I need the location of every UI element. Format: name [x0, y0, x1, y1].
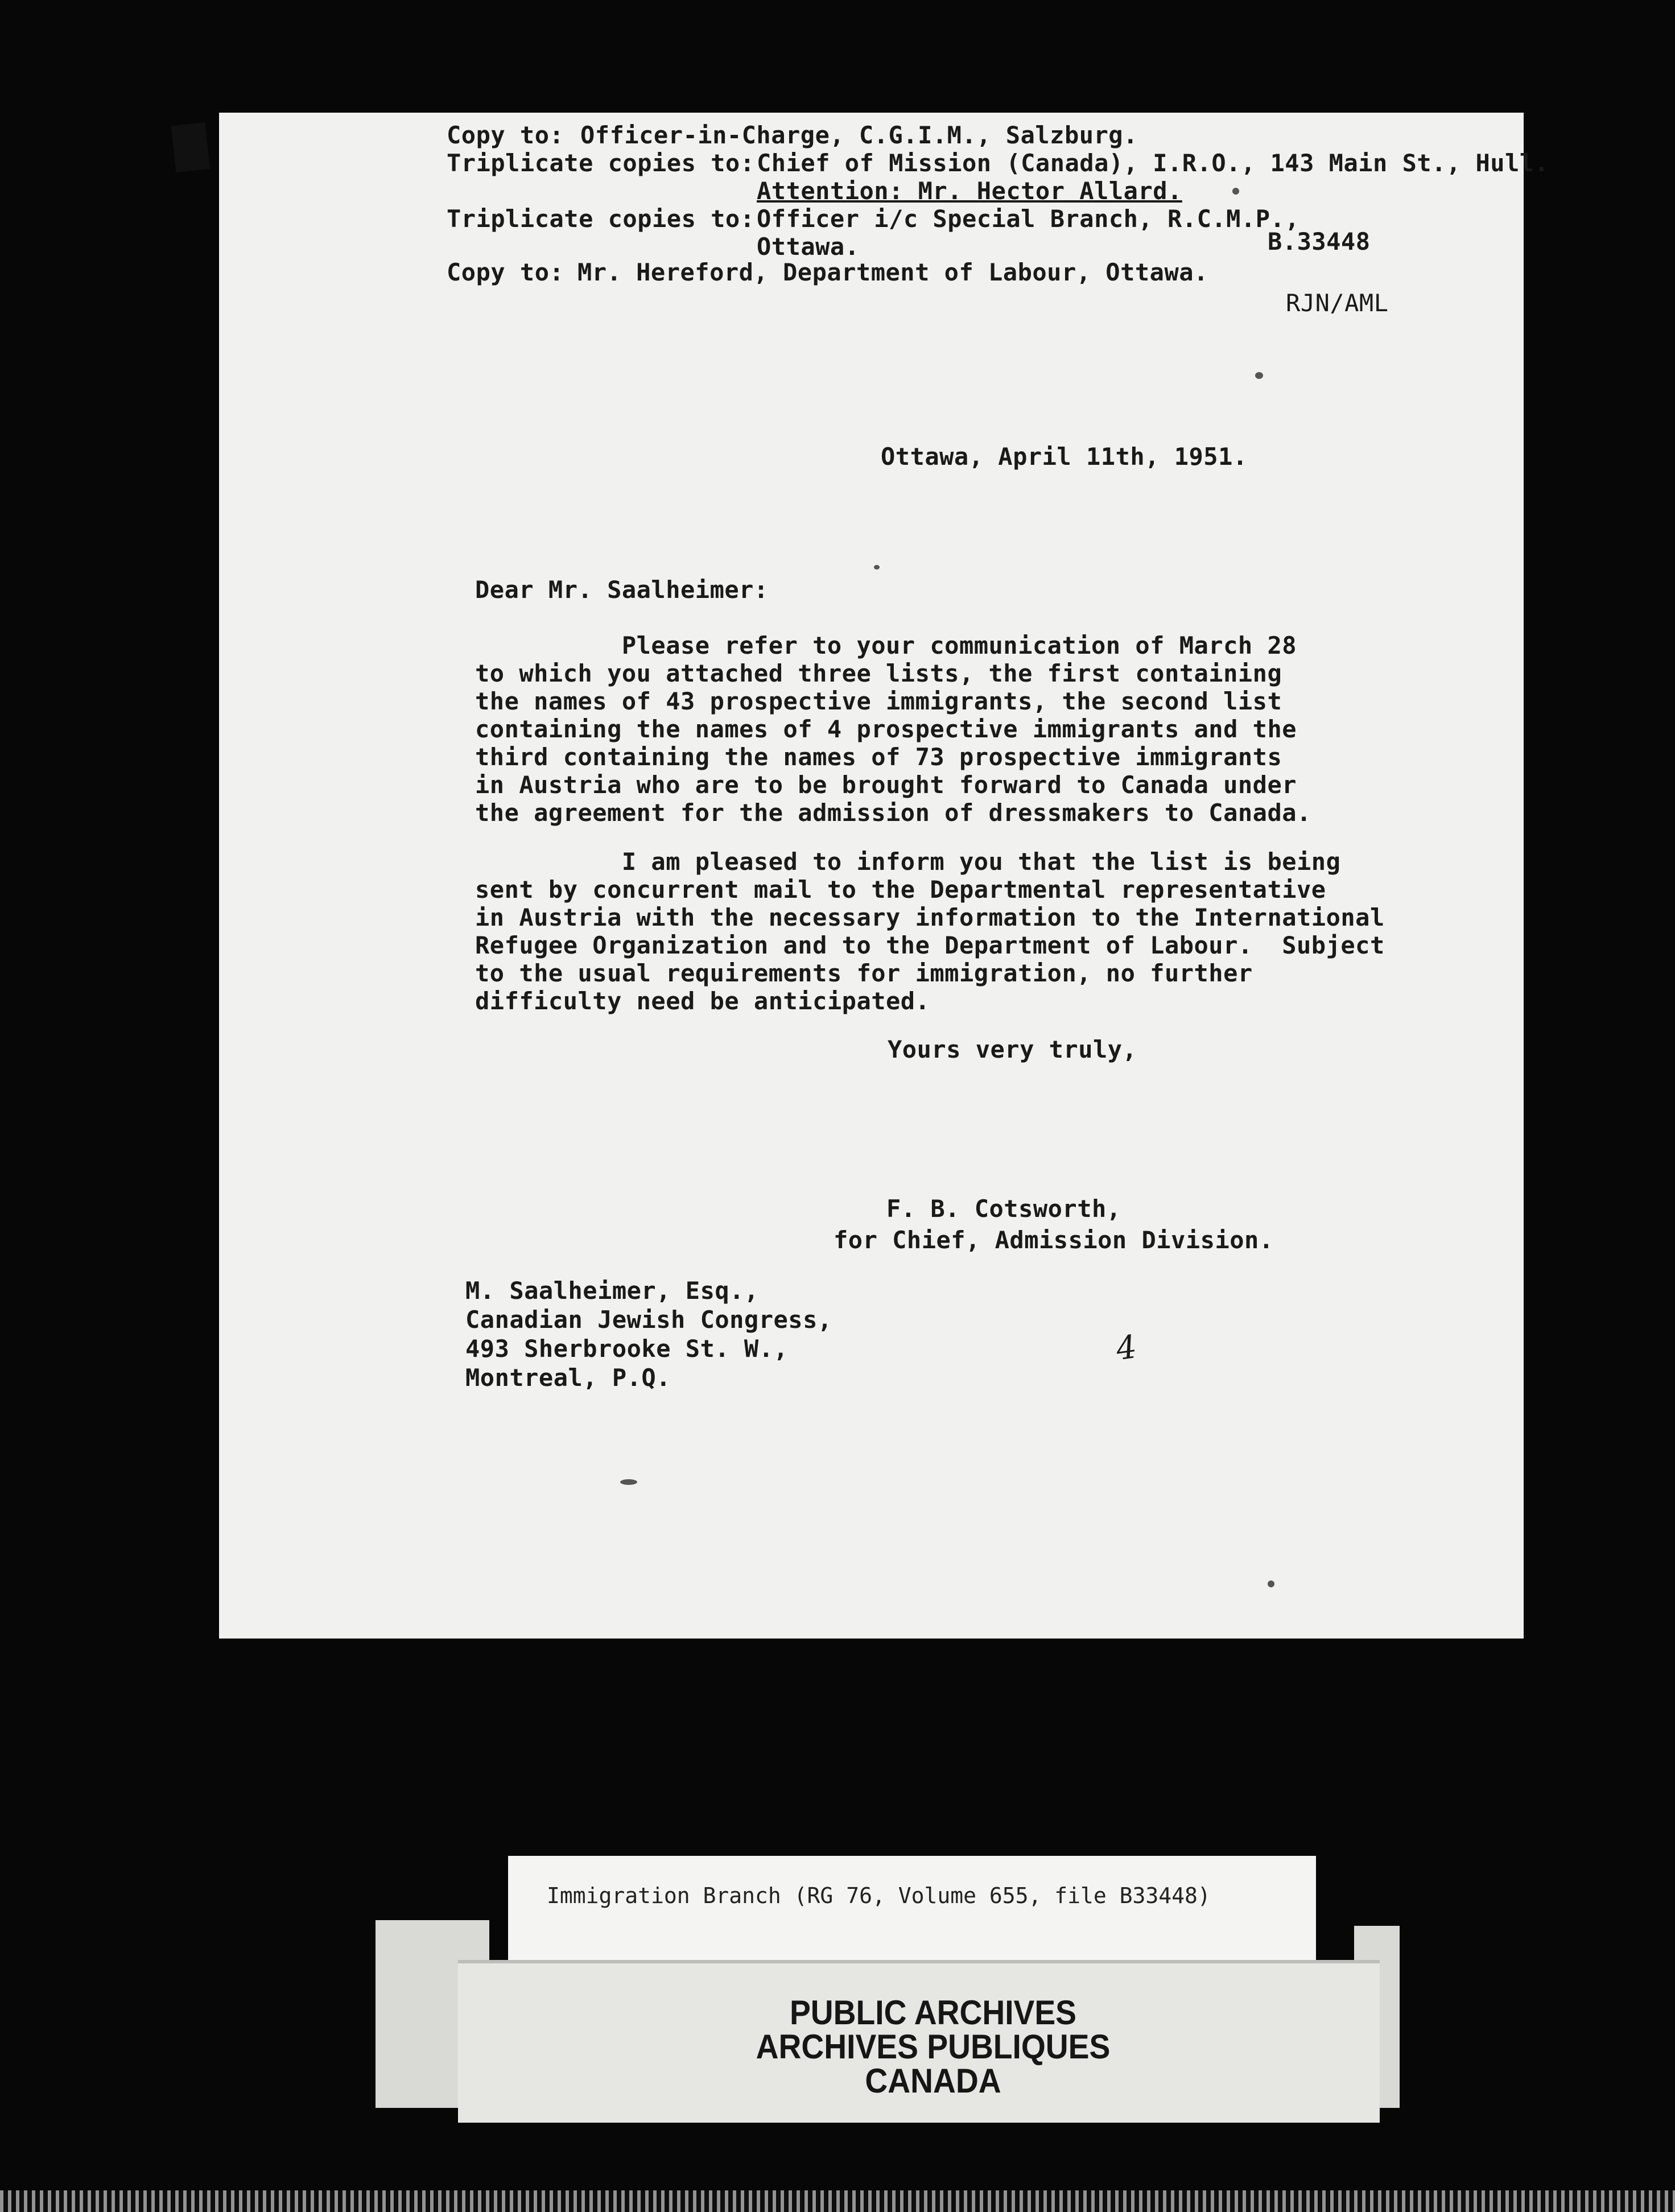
reference-initials: RJN/AML — [1286, 289, 1389, 317]
signature-title: for Chief, Admission Division. — [834, 1226, 1274, 1254]
cc2-label: Triplicate copies to: — [447, 149, 755, 177]
archive-label-text: Immigration Branch (RG 76, Volume 655, file B33448) — [547, 1883, 1211, 1908]
stamp-line: CANADA — [865, 2062, 1001, 2100]
scan-speck — [620, 1479, 637, 1485]
body-p1-line: Please refer to your communication of March 28 — [475, 632, 1297, 659]
redaction-mark — [171, 122, 210, 172]
cc2-attention: Attention: Mr. Hector Allard. — [757, 177, 1182, 205]
cc4-value: Mr. Hereford, Department of Labour, Ottawa. — [577, 258, 1208, 286]
body-p1-line: in Austria who are to be brought forward to Canada under — [475, 771, 1297, 799]
body-p2-line: I am pleased to inform you that the list is being — [475, 848, 1341, 876]
dateline: Ottawa, April 11th, 1951. — [881, 443, 1248, 471]
cc4-label: Copy to: — [447, 258, 564, 286]
body-p2-line: difficulty need be anticipated. — [475, 987, 930, 1015]
body-p1-line: the names of 43 prospective immigrants, the second list — [475, 687, 1282, 715]
film-edge — [0, 2190, 1675, 2212]
cc3-value-2: Ottawa. — [757, 233, 860, 261]
archives-stamp — [706, 1996, 1161, 2098]
body-p1-line: to which you attached three lists, the first containing — [475, 659, 1282, 687]
cc1-value: Officer-in-Charge, C.G.I.M., Salzburg. — [580, 121, 1138, 149]
body-p1-line: the agreement for the admission of dressmakers to Canada. — [475, 799, 1311, 827]
salutation: Dear Mr. Saalheimer: — [475, 576, 769, 604]
closing: Yours very truly, — [888, 1035, 1137, 1063]
file-number: B.33448 — [1268, 228, 1371, 255]
body-p2-line: in Austria with the necessary information to the International — [475, 903, 1385, 931]
signature-name: F. B. Cotsworth, — [886, 1195, 1121, 1223]
archive-label — [508, 1856, 1316, 1964]
body-p2-line: to the usual requirements for immigration, no further — [475, 959, 1253, 987]
scan-speck — [1255, 372, 1263, 379]
recipient-line: 493 Sherbrooke St. W., — [465, 1335, 789, 1363]
body-p2-line: Refugee Organization and to the Department of Labour. Subject — [475, 931, 1385, 959]
body-p2-line: sent by concurrent mail to the Departmental representative — [475, 876, 1326, 903]
handwritten-mark: 4 — [1113, 1328, 1140, 1368]
body-p1-line: third containing the names of 73 prospective immigrants — [475, 743, 1282, 771]
cc1-label: Copy to: — [447, 121, 564, 149]
cc3-value: Officer i/c Special Branch, R.C.M.P., — [757, 205, 1300, 233]
scan-speck — [1268, 1580, 1274, 1587]
body-p1-line: containing the names of 4 prospective immigrants and the — [475, 715, 1297, 743]
scan-speck — [874, 565, 880, 569]
recipient-line: Canadian Jewish Congress, — [465, 1306, 832, 1334]
recipient-line: M. Saalheimer, Esq., — [465, 1277, 759, 1305]
cc3-label: Triplicate copies to: — [447, 205, 755, 233]
cc2-value: Chief of Mission (Canada), I.R.O., 143 Main St., Hull. — [757, 149, 1549, 177]
recipient-line: Montreal, P.Q. — [465, 1364, 671, 1392]
stamp-line: PUBLIC ARCHIVES — [789, 1994, 1076, 2032]
scan-speck — [1232, 188, 1239, 195]
stamp-line: ARCHIVES PUBLIQUES — [756, 2028, 1111, 2066]
